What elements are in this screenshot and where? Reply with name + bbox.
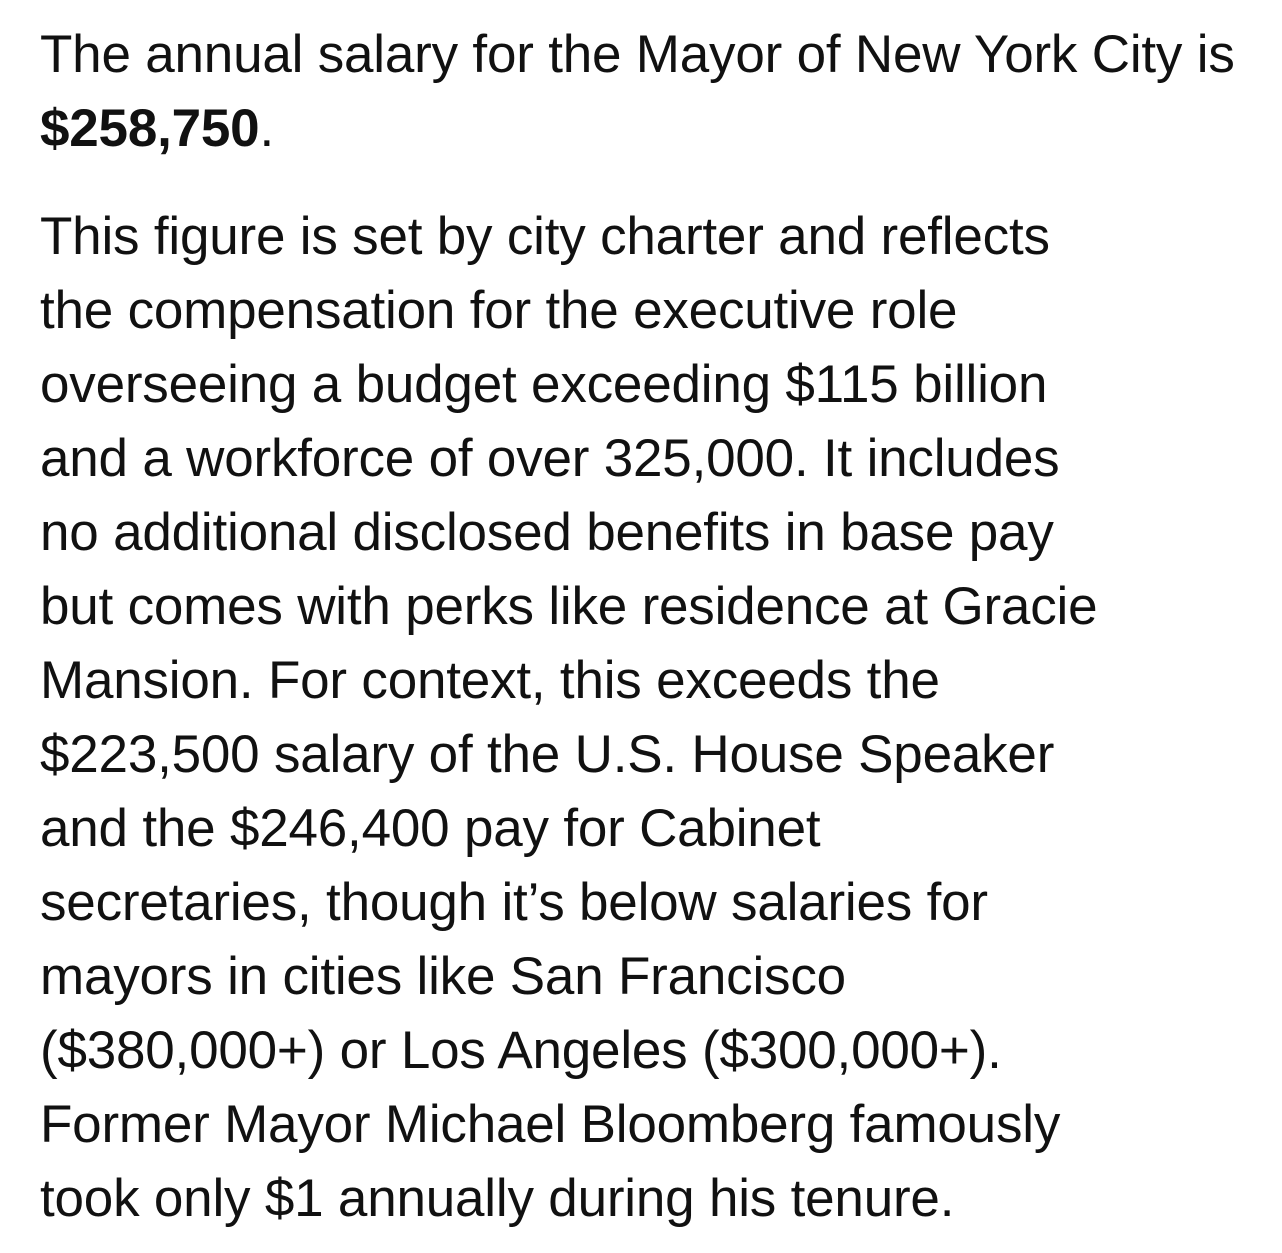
context-line: secretaries, though it’s below salaries for (40, 873, 988, 932)
context-line: overseeing a budget exceeding $115 billion (40, 355, 1048, 414)
context-line: ($380,000+) or Los Angeles ($300,000+). (40, 1021, 1002, 1080)
context-line: Former Mayor Michael Bloomberg famously (40, 1095, 1061, 1154)
context-line: but comes with perks like residence at Gracie (40, 577, 1098, 636)
intro-paragraph (40, 18, 1240, 166)
context-line: mayors in cities like San Francisco (40, 947, 846, 1006)
context-line: and a workforce of over 325,000. It includes (40, 429, 1060, 488)
context-line: $223,500 salary of the U.S. House Speaker (40, 725, 1055, 784)
salary-amount: $258,750 (40, 99, 260, 158)
context-line: This figure is set by city charter and reflects (40, 207, 1050, 266)
context-line: and the $246,400 pay for Cabinet (40, 799, 821, 858)
context-line: took only $1 annually during his tenure. (40, 1169, 955, 1228)
context-paragraph (40, 200, 1260, 1236)
answer-text (40, 18, 1260, 1236)
intro-period: . (259, 99, 274, 158)
intro-text: The annual salary for the Mayor of New York City is (40, 25, 1235, 84)
context-line: the compensation for the executive role (40, 281, 958, 340)
context-line: no additional disclosed benefits in base pay (40, 503, 1054, 562)
context-line: Mansion. For context, this exceeds the (40, 651, 940, 710)
